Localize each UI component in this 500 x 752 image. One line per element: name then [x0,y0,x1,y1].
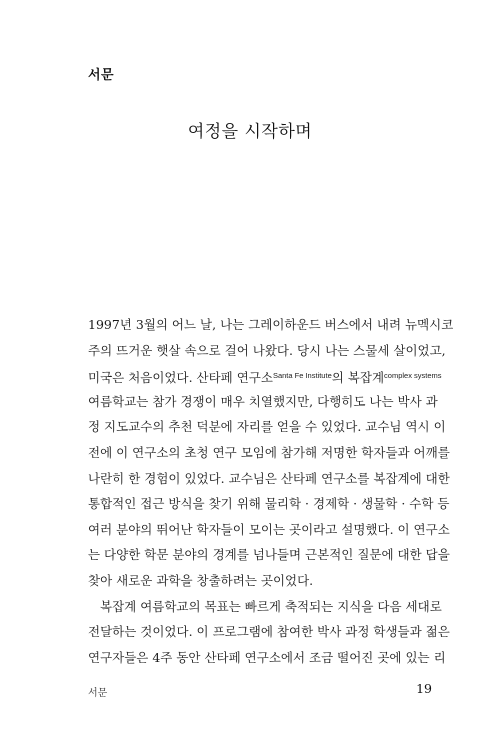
english-term-santa-fe-institute: Santa Fe Institute [272,371,332,381]
text-line: 전에 이 연구소의 초청 연구 모임에 참가해 저명한 학자들과 어깨를 [88,444,450,460]
text-line: 여름학교는 참가 경쟁이 매우 치열했지만, 다행히도 나는 박사 과 [88,393,438,409]
text-line: 나란히 한 경험이 있었다. 교수님은 산타페 연구소를 복잡계에 대한 [88,470,450,486]
body-text [88,312,454,670]
page-number: 19 [416,681,432,696]
text-line [88,363,442,389]
text-segment: 의 복잡계 [331,370,385,386]
text-line: 여러 분야의 뛰어난 학자들이 모이는 곳이라고 설명했다. 이 연구소 [88,521,450,537]
paragraph [88,594,450,671]
text-line: 1997년 3월의 어느 날, 나는 그레이하운드 버스에서 내려 뉴멕시코 [88,317,454,332]
running-head: 서문 [88,688,108,699]
text-line: 찾아 새로운 과학을 창출하려는 곳이었다. [88,572,314,588]
text-line: 정 지도교수의 추천 덕분에 자리를 얻을 수 있었다. 교수님 역시 이 [88,419,446,435]
text-line: 주의 뜨거운 햇살 속으로 걸어 나왔다. 당시 나는 스물세 살이었고, [88,342,446,358]
text-segment: 미국은 처음이었다. 산타페 연구소 [88,370,273,386]
chapter-title: 여정을 시작하며 [187,122,313,142]
text-line: 복잡계 여름학교의 목표는 빠르게 축적되는 지식을 다음 세대로 [100,598,442,614]
section-label: 서문 [88,68,115,83]
text-line: 연구자들은 4주 동안 산타페 연구소에서 조금 떨어진 곳에 있는 리 [88,649,446,665]
text-line: 전달하는 것이었다. 이 프로그램에 참여한 박사 과정 학생들과 젊은 [88,624,450,640]
paragraph [88,312,454,594]
text-line: 는 다양한 학문 분야의 경계를 넘나들며 근본적인 질문에 대한 답을 [88,547,450,563]
text-line: 통합적인 접근 방식을 찾기 위해 물리학 · 경제학 · 생물학 · 수학 등 [88,496,450,512]
english-term-complex-systems: complex systems [384,371,442,381]
